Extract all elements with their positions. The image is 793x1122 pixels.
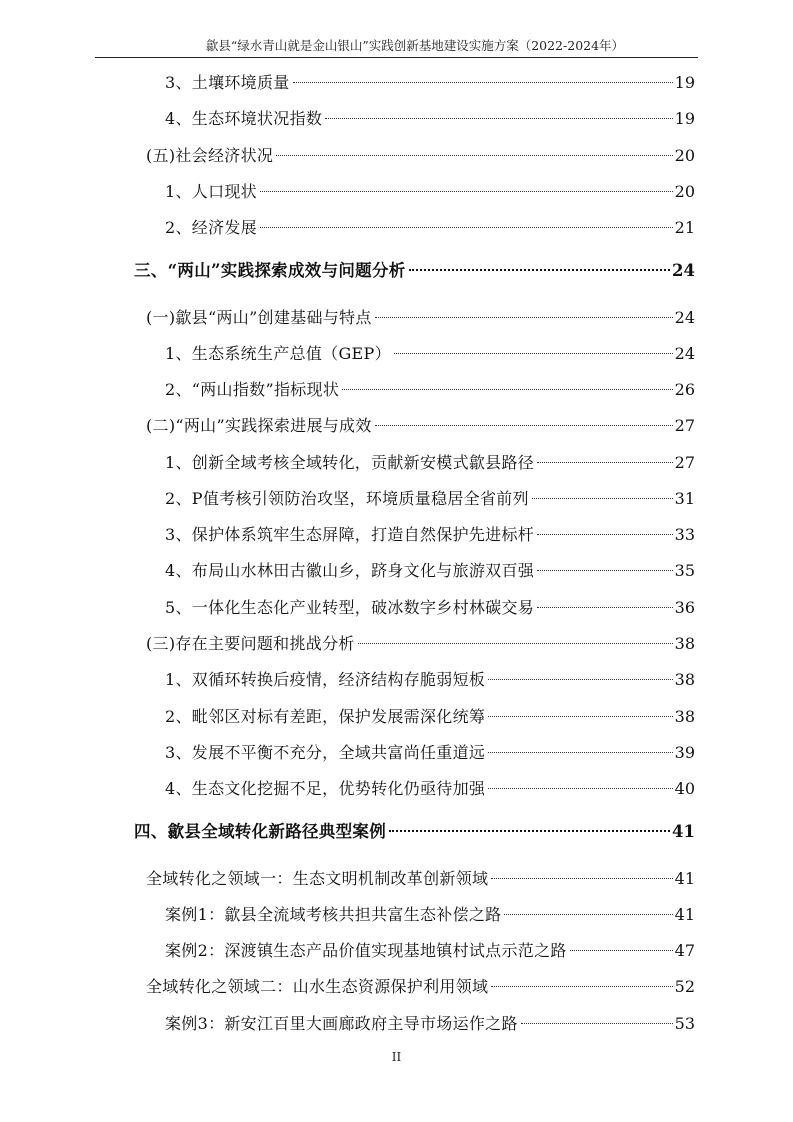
- toc-entry[interactable]: [165, 486, 695, 512]
- toc-leader: [260, 191, 673, 192]
- toc-entry-page: 41: [672, 822, 695, 841]
- toc-entry-text: 2、P值考核引领防治攻坚，环境质量稳居全省前列: [165, 489, 529, 508]
- toc-entry-page: 35: [674, 561, 695, 580]
- toc-leader: [260, 227, 673, 228]
- toc-entry-text: 3、土壤环境质量: [165, 73, 290, 92]
- toc-leader: [537, 462, 673, 463]
- toc-entry-text: (五)社会经济状况: [146, 146, 274, 165]
- toc-entry[interactable]: [146, 974, 695, 1000]
- toc-leader: [342, 389, 673, 390]
- toc-leader: [521, 1023, 673, 1024]
- toc-entry[interactable]: [146, 143, 695, 169]
- toc-entry-text: 案例1：歙县全流域考核共担共富生态补偿之路: [165, 905, 502, 924]
- toc-leader: [491, 986, 672, 987]
- toc-leader: [488, 752, 672, 753]
- toc-entry[interactable]: [165, 902, 695, 928]
- toc-entry-text: 1、双循环转换后疫情，经济结构存脆弱短板: [165, 670, 486, 689]
- toc-entry-text: 2、经济发展: [165, 218, 257, 237]
- toc-entry-text: (一)歙县“两山”创建基础与特点: [146, 308, 372, 327]
- toc-entry[interactable]: [165, 667, 695, 693]
- page-number: II: [391, 1050, 402, 1064]
- toc-entry-page: 52: [674, 977, 695, 996]
- toc-entry[interactable]: [165, 740, 695, 766]
- toc-entry-text: 1、生态系统生产总值（GEP）: [165, 344, 391, 363]
- toc-entry-text: 4、生态文化挖掘不足，优势转化仍亟待加强: [165, 779, 486, 798]
- toc-leader: [537, 534, 673, 535]
- header-rule: [95, 57, 698, 58]
- toc-entry[interactable]: [165, 106, 695, 132]
- toc-entry[interactable]: [165, 522, 695, 548]
- toc-leader: [488, 716, 672, 717]
- toc-entry[interactable]: [165, 558, 695, 584]
- toc-leader: [375, 317, 673, 318]
- toc-leader: [409, 269, 670, 271]
- toc-entry-text: 2、“两山指数”指标现状: [165, 380, 340, 399]
- toc-entry[interactable]: [165, 938, 695, 964]
- toc-entry-text: 全域转化之领域二：山水生态资源保护利用领域: [146, 977, 489, 996]
- toc-entry-page: 40: [674, 779, 695, 798]
- toc-leader: [537, 607, 673, 608]
- toc-entry-text: 4、生态环境状况指数: [165, 109, 323, 128]
- toc-entry-page: 24: [674, 344, 695, 363]
- toc-leader: [325, 118, 672, 119]
- toc-entry-page: 38: [674, 634, 695, 653]
- toc-leader: [276, 155, 672, 156]
- toc-chapter-entry[interactable]: [134, 819, 695, 845]
- toc-entry-page: 20: [674, 146, 695, 165]
- toc-entry[interactable]: [165, 704, 695, 730]
- toc-entry-page: 41: [674, 905, 695, 924]
- toc-entry-page: 21: [674, 218, 695, 237]
- toc-entry-text: 1、创新全域考核全域转化，贡献新安模式歙县路径: [165, 453, 535, 472]
- toc-entry-page: 31: [674, 489, 695, 508]
- toc-entry-text: 5、一体化生态化产业转型，破冰数字乡村林碳交易: [165, 598, 535, 617]
- toc-entry-text: 1、人口现状: [165, 182, 257, 201]
- toc-entry-text: 四、歙县全域转化新路径典型案例: [134, 822, 386, 841]
- header-title: 歙县“绿水青山就是金山银山”实践创新基地建设实施方案（2022-2024年）: [205, 38, 625, 53]
- toc-entry-page: 33: [674, 525, 695, 544]
- toc-entry-page: 27: [674, 416, 695, 435]
- toc-entry-text: 2、毗邻区对标有差距，保护发展需深化统筹: [165, 707, 486, 726]
- toc-entry[interactable]: [165, 70, 695, 96]
- toc-entry[interactable]: [146, 866, 695, 892]
- toc-leader: [389, 830, 670, 832]
- toc-entry-page: 26: [674, 380, 695, 399]
- toc-leader: [375, 425, 673, 426]
- toc-leader: [488, 788, 672, 789]
- toc-entry[interactable]: [146, 631, 695, 657]
- toc-entry-page: 38: [674, 707, 695, 726]
- toc-entry[interactable]: [146, 305, 695, 331]
- toc-entry-page: 47: [674, 941, 695, 960]
- toc-chapter-entry[interactable]: [134, 258, 695, 284]
- toc-entry-text: 3、保护体系筑牢生态屏障，打造自然保护先进标杆: [165, 525, 535, 544]
- toc-entry[interactable]: [165, 215, 695, 241]
- toc-leader: [504, 914, 672, 915]
- toc-entry[interactable]: [165, 377, 695, 403]
- toc-entry[interactable]: [146, 413, 695, 439]
- toc-leader: [570, 950, 673, 951]
- toc-entry[interactable]: [165, 341, 695, 367]
- toc-entry-page: 24: [674, 308, 695, 327]
- toc-entry[interactable]: [165, 179, 695, 205]
- toc-entry[interactable]: [165, 1011, 695, 1037]
- toc-leader: [394, 353, 673, 354]
- toc-entry[interactable]: [165, 595, 695, 621]
- toc-entry-page: 19: [674, 73, 695, 92]
- toc-leader: [488, 679, 672, 680]
- toc-entry-page: 24: [672, 261, 695, 280]
- toc-entry-text: 4、布局山水林田古徽山乡，跻身文化与旅游双百强: [165, 561, 535, 580]
- toc-entry-page: 41: [674, 869, 695, 888]
- toc-entry-text: 3、发展不平衡不充分，全域共富尚任重道远: [165, 743, 486, 762]
- toc-leader: [537, 570, 673, 571]
- toc-entry-page: 39: [674, 743, 695, 762]
- toc-entry-page: 36: [674, 598, 695, 617]
- toc-entry-text: 案例2：深渡镇生态产品价值实现基地镇村试点示范之路: [165, 941, 567, 960]
- toc-entry[interactable]: [165, 776, 695, 802]
- toc-entry-page: 19: [674, 109, 695, 128]
- toc-entry-text: 案例3：新安江百里大画廊政府主导市场运作之路: [165, 1014, 518, 1033]
- toc-entry-page: 20: [674, 182, 695, 201]
- toc-entry-page: 38: [674, 670, 695, 689]
- toc-entry-text: 三、“两山”实践探索成效与问题分析: [134, 261, 406, 280]
- toc-leader: [532, 498, 673, 499]
- toc-leader: [293, 82, 673, 83]
- toc-entry[interactable]: [165, 450, 695, 476]
- toc-entry-text: (二)“两山”实践探索进展与成效: [146, 416, 372, 435]
- toc-entry-text: (三)存在主要问题和挑战分析: [146, 634, 355, 653]
- toc-leader: [491, 878, 672, 879]
- toc-entry-page: 27: [674, 453, 695, 472]
- toc-leader: [358, 643, 673, 644]
- toc-entry-page: 53: [674, 1014, 695, 1033]
- toc-entry-text: 全域转化之领域一：生态文明机制改革创新领域: [146, 869, 489, 888]
